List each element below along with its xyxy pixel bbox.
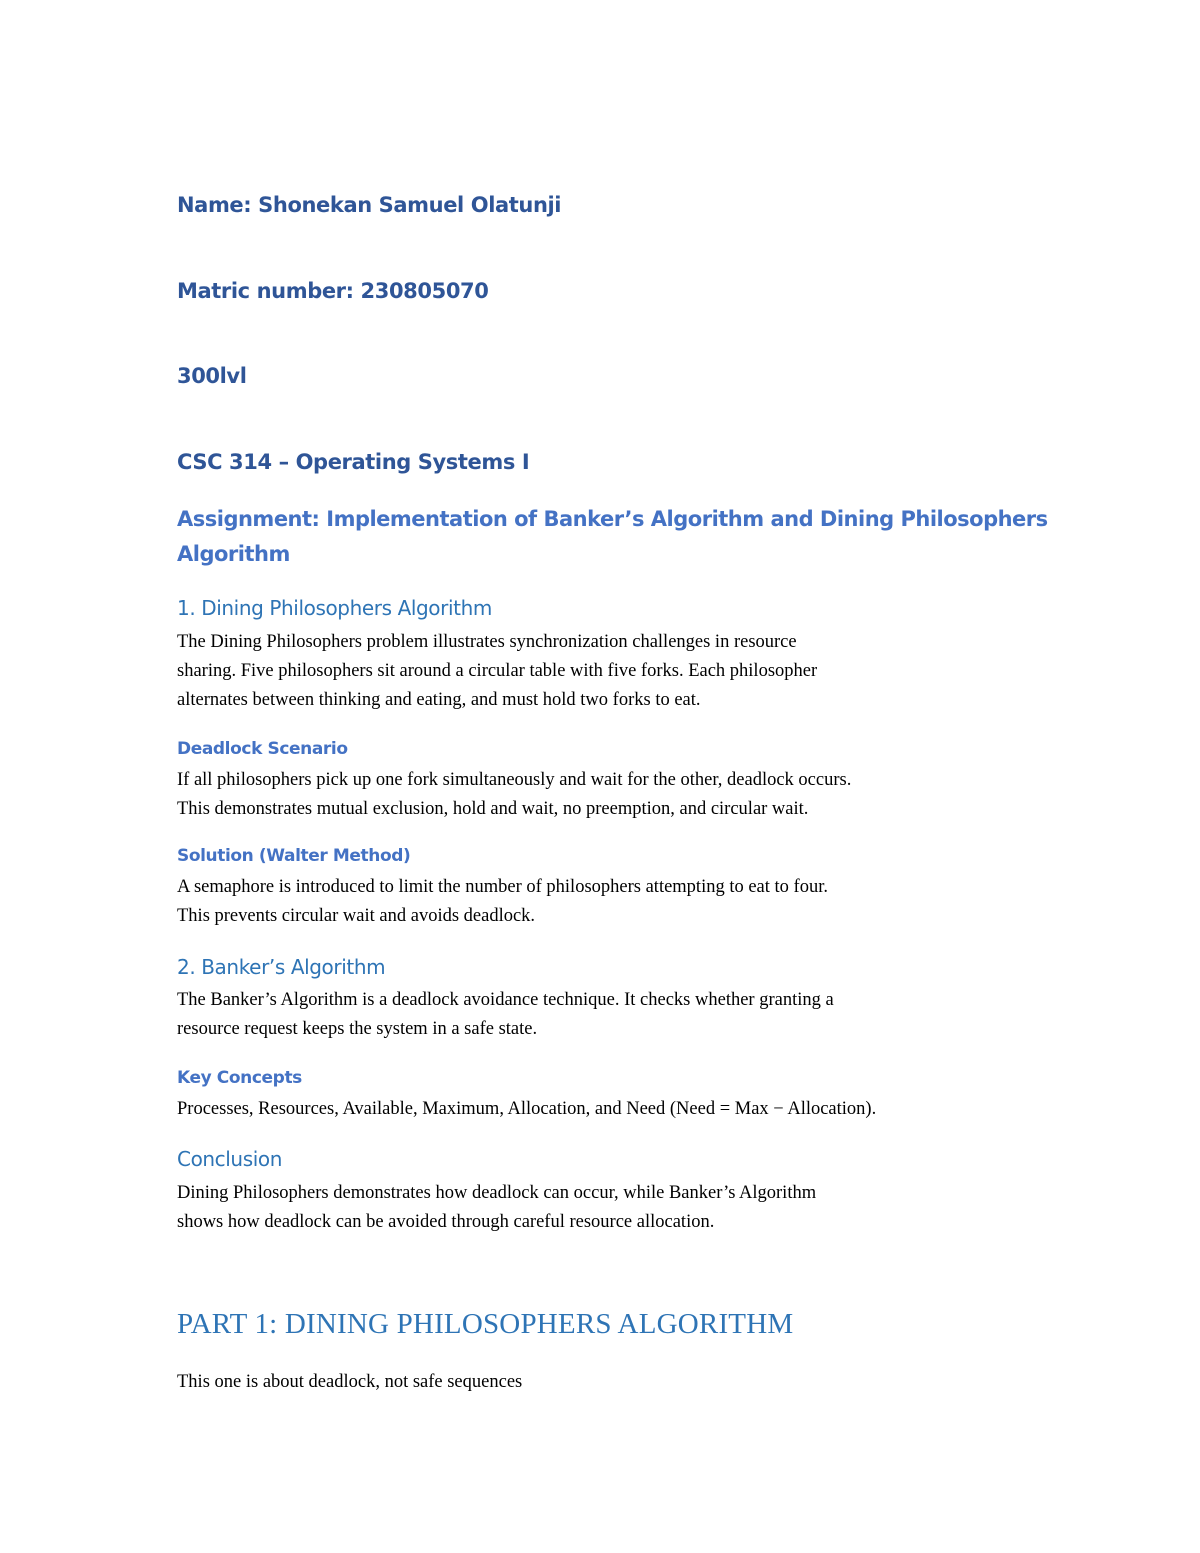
assignment-title [177,502,1048,572]
subheading-deadlock: Deadlock Scenario [177,739,348,759]
solution-paragraph [177,873,828,931]
paragraph-line: Dining Philosophers demonstrates how deadlock can occur, while Banker’s Algorithm [177,1183,817,1203]
level: 300lvl [177,364,247,388]
paragraph-line: The Dining Philosophers problem illustrates synchronization challenges in resource [177,632,797,652]
matric-number: Matric number: 230805070 [177,279,489,303]
student-name: Name: Shonekan Samuel Olatunji [177,193,562,217]
paragraph-line: This demonstrates mutual exclusion, hold and wait, no preemption, and circular wait. [177,799,809,819]
assignment-title-line: Algorithm [177,542,290,566]
paragraph-line: This prevents circular wait and avoids deadlock. [177,906,536,926]
key-concepts-paragraph [177,1095,876,1124]
subheading-solution: Solution (Walter Method) [177,846,411,866]
subheading-key-concepts: Key Concepts [177,1068,302,1088]
paragraph-line: If all philosophers pick up one fork simultaneously and wait for the other, deadlock occurs. [177,770,852,790]
deadlock-paragraph [177,766,851,824]
paragraph-line: Processes, Resources, Available, Maximum, Allocation, and Need (Need = Max − Allocation). [177,1099,877,1119]
section-heading-dining: 1. Dining Philosophers Algorithm [177,596,492,620]
paragraph-line: A semaphore is introduced to limit the number of philosophers attempting to eat to four. [177,877,828,897]
bankers-paragraph [177,986,834,1044]
paragraph-line: shows how deadlock can be avoided through careful resource allocation. [177,1212,715,1232]
part1-heading: PART 1: DINING PHILOSOPHERS ALGORITHM [177,1308,794,1340]
section-heading-bankers: 2. Banker’s Algorithm [177,955,386,979]
part1-text: This one is about deadlock, not safe sequences [177,1372,523,1392]
dining-paragraph [177,628,817,715]
paragraph-line: sharing. Five philosophers sit around a circular table with five forks. Each philosopher [177,661,818,681]
paragraph-line: alternates between thinking and eating, and must hold two forks to eat. [177,690,701,710]
assignment-title-line: Assignment: Implementation of Banker’s Algorithm and Dining Philosophers [177,507,1048,531]
course-title: CSC 314 – Operating Systems I [177,450,530,474]
section-heading-conclusion: Conclusion [177,1147,282,1171]
paragraph-line: The Banker’s Algorithm is a deadlock avoidance technique. It checks whether granting a [177,990,834,1010]
paragraph-line: resource request keeps the system in a safe state. [177,1019,538,1039]
conclusion-paragraph [177,1179,816,1237]
